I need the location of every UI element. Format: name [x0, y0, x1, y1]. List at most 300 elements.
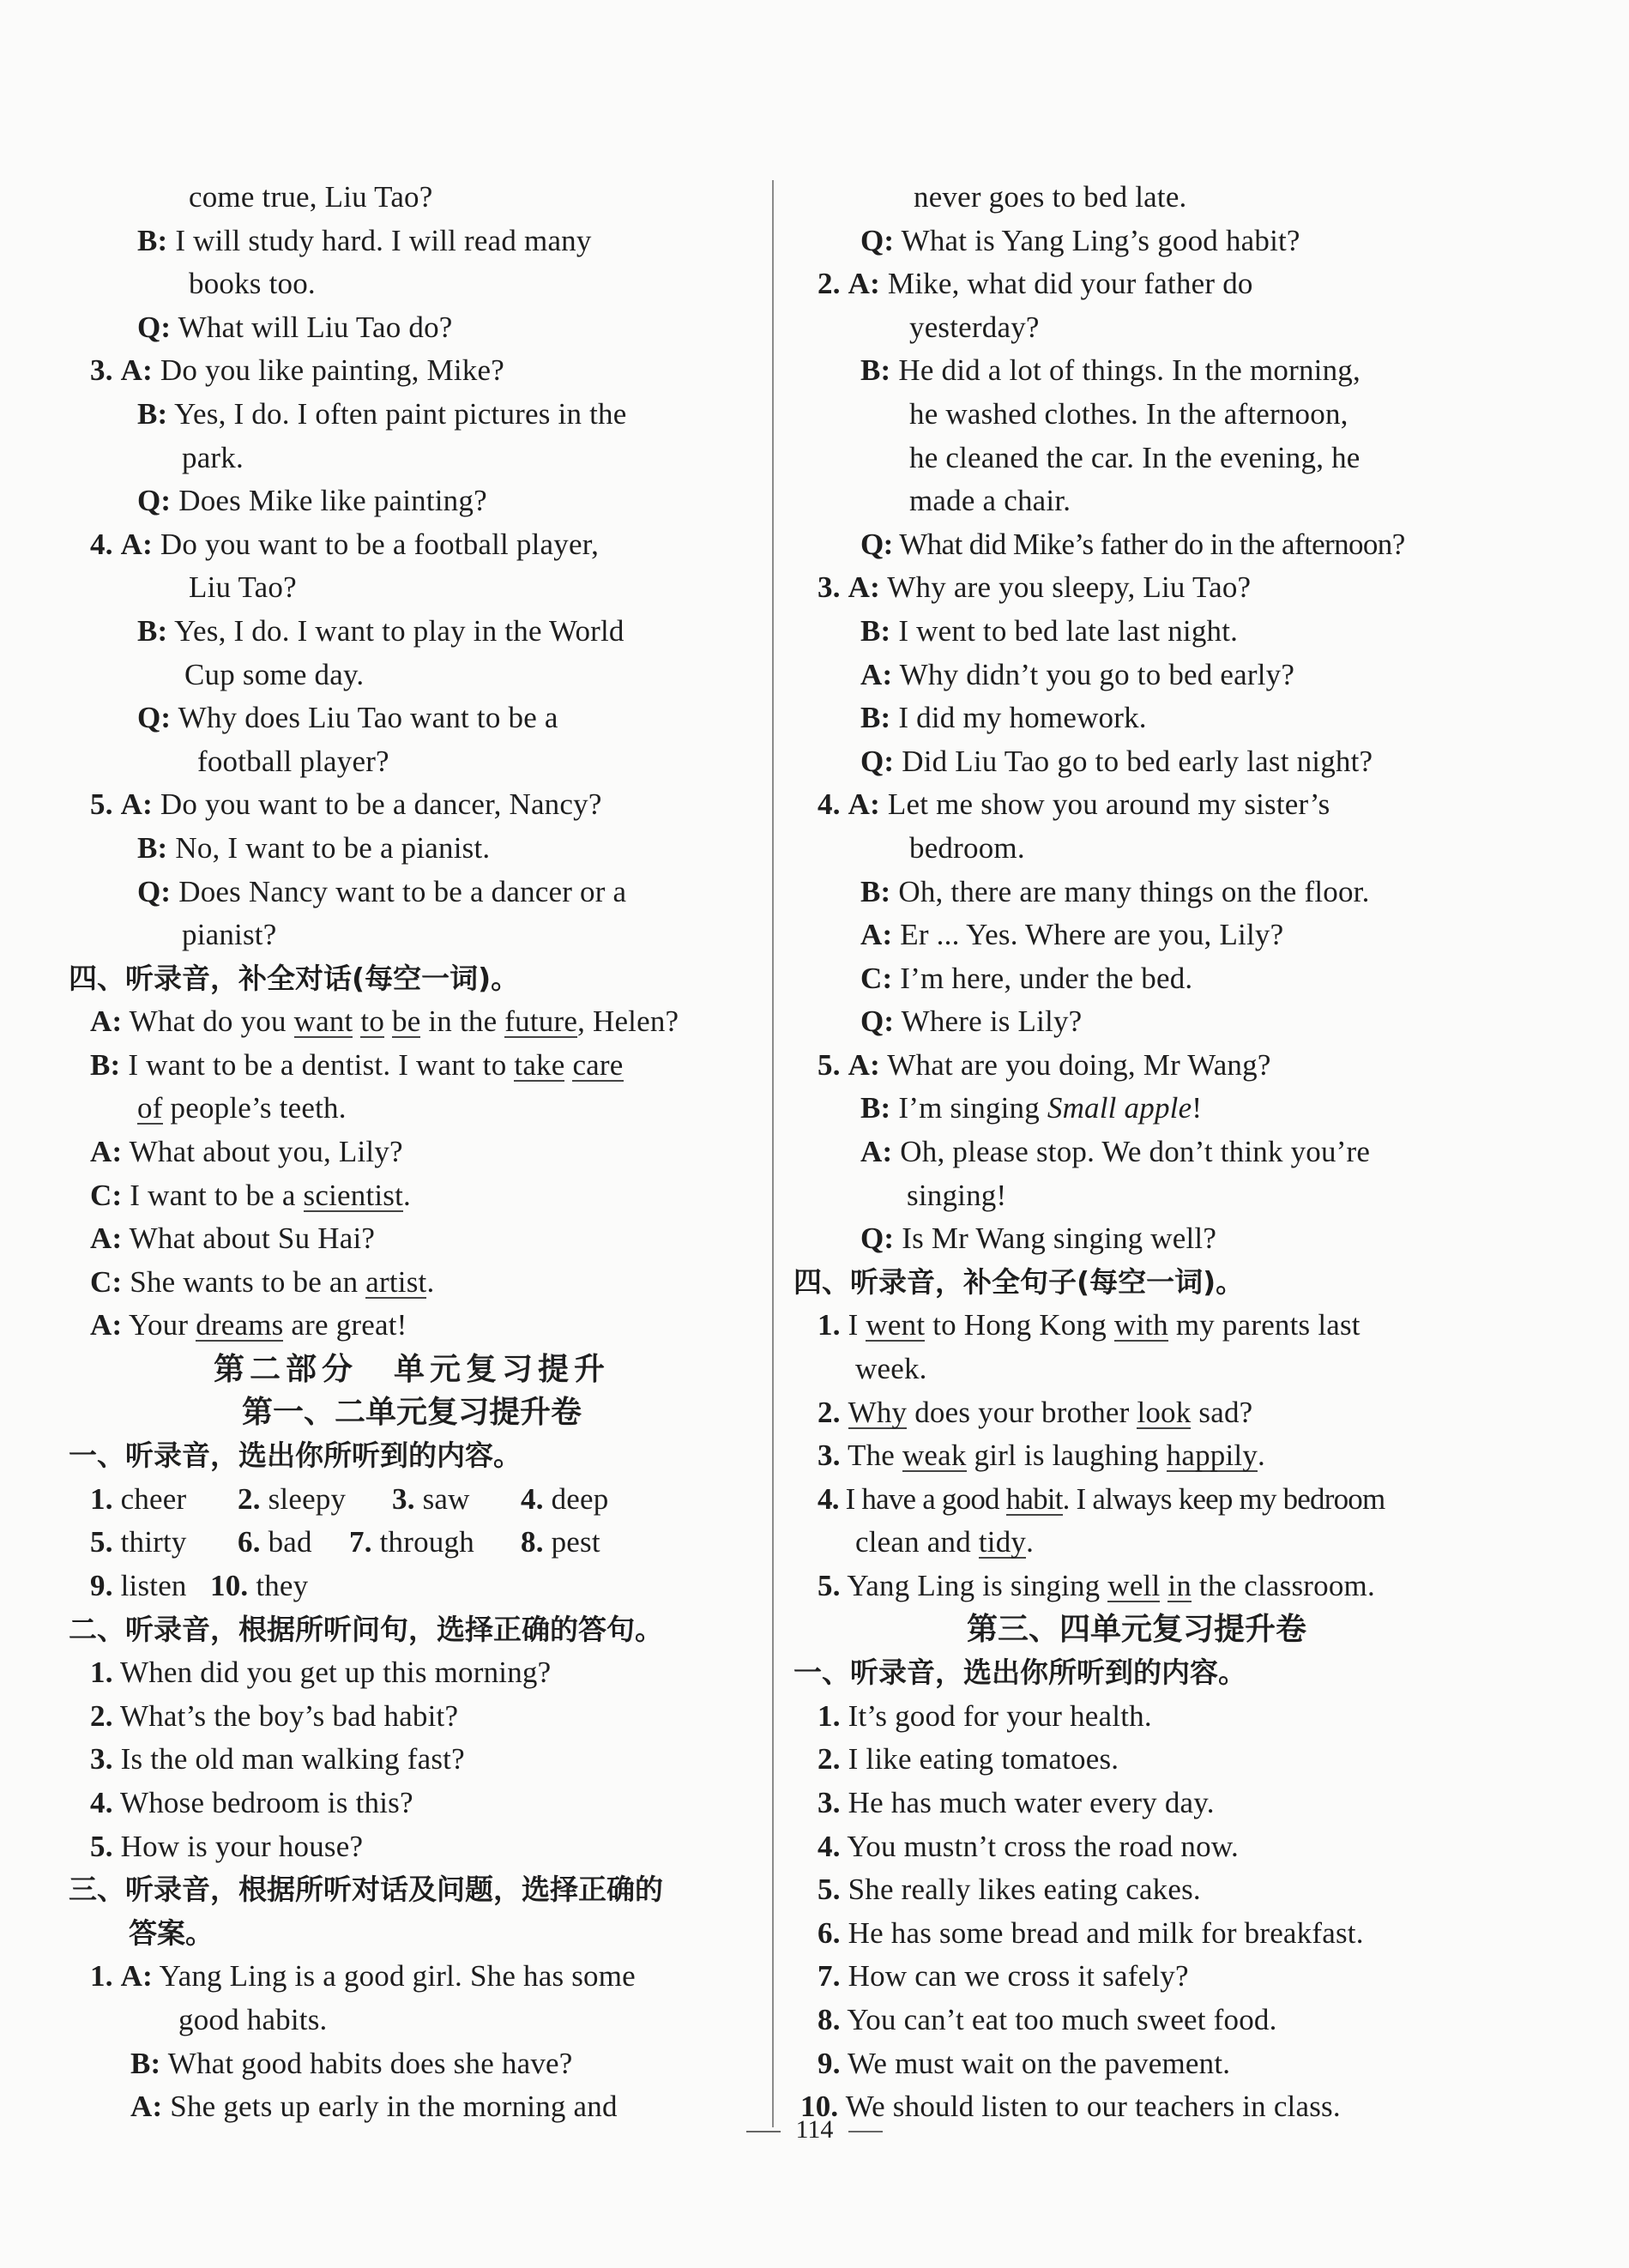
column-divider: [772, 180, 774, 2127]
text-line: [69, 1087, 755, 1131]
dialog-line: [793, 1087, 1480, 1131]
text-segment: Do you want to be a dancer, Nancy?: [160, 787, 602, 822]
speaker-label: A:: [860, 918, 893, 952]
text-segment: You can’t eat too much sweet food.: [847, 2002, 1277, 2036]
speaker-label: A:: [120, 787, 153, 822]
text-segment: You mustn’t cross the road now.: [847, 1829, 1239, 1863]
text-segment: Yes, I do. I want to play in the World: [174, 613, 624, 648]
text-segment: never goes to bed late.: [914, 180, 1187, 214]
item-number: 4.: [90, 527, 113, 561]
item-number: 4.: [521, 1481, 544, 1516]
item-number: 10.: [800, 2090, 839, 2124]
speaker-label: Q:: [860, 223, 895, 257]
text-segment: [392, 1478, 521, 1522]
dialog-line: [69, 1217, 755, 1261]
dialog-line: [69, 610, 755, 654]
item-number: 2.: [818, 1742, 841, 1776]
text-segment: What will Liu Tao do?: [178, 310, 453, 344]
text-segment: park.: [182, 440, 244, 474]
dialog-line: [69, 827, 755, 871]
text-segment: good habits.: [178, 2002, 328, 2036]
text-segment: We should listen to our teachers in class.: [845, 2090, 1341, 2124]
list-item: [793, 1695, 1480, 1739]
text-segment: She wants to be an: [130, 1264, 366, 1299]
text-segment: are great!: [283, 1308, 407, 1342]
dialog-line: [69, 1131, 755, 1174]
speaker-label: A:: [90, 1221, 123, 1256]
section-heading: 一、听录音，选出你所听到的内容。: [69, 1439, 522, 1473]
word-row: [69, 1521, 755, 1565]
text-segment: to Hong Kong: [925, 1308, 1114, 1342]
text-segment: does your brother: [907, 1395, 1137, 1429]
text-segment: No, I want to be a pianist.: [175, 830, 491, 865]
speaker-label: A:: [120, 353, 153, 388]
question-line: [793, 1217, 1480, 1261]
speaker-label: B:: [90, 1047, 121, 1082]
list-item: [793, 1912, 1480, 1956]
dialog-line: [69, 783, 755, 827]
dialog-line: [69, 220, 755, 263]
page-number: 114: [795, 2115, 834, 2144]
text-segment: pest: [551, 1525, 600, 1559]
section-heading: 四、听录音，补全句子(每空一词)。: [793, 1264, 1245, 1299]
section-heading: 四、听录音，补全对话(每空一词)。: [69, 961, 520, 995]
dialog-line: [793, 654, 1480, 697]
dialog-line: [69, 1000, 755, 1044]
speaker-label: Q:: [137, 701, 172, 735]
text-segment: people’s teeth.: [162, 1091, 347, 1125]
answer-blank: went: [866, 1308, 926, 1342]
speaker-label: B:: [130, 2046, 161, 2080]
speaker-label: C:: [90, 1178, 123, 1212]
answer-blank: well: [1107, 1569, 1161, 1602]
text-segment: How can we cross it safely?: [848, 1959, 1189, 1994]
footer-dash: [746, 2131, 781, 2132]
text-segment: What do you: [129, 1004, 294, 1039]
speaker-label: B:: [137, 396, 168, 431]
answer-blank: scientist: [303, 1178, 404, 1212]
text-line: [793, 306, 1480, 350]
text-segment: Why are you sleepy, Liu Tao?: [887, 570, 1252, 605]
text-segment: Is Mr Wang singing well?: [902, 1221, 1217, 1256]
speaker-label: B:: [860, 613, 891, 648]
text-segment: I like eating tomatoes.: [848, 1742, 1119, 1776]
text-segment: [210, 1565, 308, 1608]
dialog-line: [69, 1044, 755, 1088]
left-column: [69, 176, 755, 2129]
text-segment: Let me show you around my sister’s: [887, 787, 1330, 822]
text-segment: Oh, please stop. We don’t think you’re: [900, 1135, 1371, 1169]
song-title: Small apple: [1047, 1091, 1192, 1125]
item-number: 9.: [818, 2046, 841, 2080]
speaker-label: A:: [90, 1004, 123, 1039]
answer-blank: habit: [1005, 1481, 1063, 1516]
text-segment: Yang Ling is a good girl. She has some: [159, 1959, 636, 1994]
item-number: 7.: [818, 1959, 841, 1994]
question-line: [69, 697, 755, 740]
question-line: [793, 220, 1480, 263]
speaker-label: B:: [137, 223, 168, 257]
text-segment: What about Su Hai?: [129, 1221, 376, 1256]
page-footer: [0, 2115, 1629, 2144]
text-segment: pianist?: [182, 918, 277, 952]
text-segment: Oh, there are many things on the floor.: [898, 874, 1370, 908]
text-line: [793, 480, 1480, 523]
text-segment: .: [1258, 1439, 1265, 1473]
text-segment: It’s good for your health.: [848, 1698, 1152, 1733]
list-item: [69, 1738, 755, 1782]
dialog-line: [793, 957, 1480, 1001]
item-number: 6.: [818, 1915, 841, 1950]
item-number: 1.: [818, 1308, 841, 1342]
text-line: [793, 1174, 1480, 1218]
speaker-label: A:: [860, 657, 893, 691]
list-item: [793, 1738, 1480, 1782]
question-line: [69, 480, 755, 523]
item-number: 5.: [90, 1829, 113, 1863]
dialog-line: [69, 349, 755, 393]
text-segment: Liu Tao?: [189, 570, 297, 605]
speaker-label: C:: [860, 961, 893, 995]
text-segment: What is Yang Ling’s good habit?: [901, 223, 1300, 257]
text-segment: I: [848, 1308, 866, 1342]
text-line: [793, 827, 1480, 871]
item-number: 3.: [818, 1439, 841, 1473]
item-number: 9.: [90, 1569, 113, 1602]
answer-blank: take: [514, 1047, 565, 1082]
text-segment: I will study hard. I will read many: [175, 223, 592, 257]
dialog-line: [69, 1261, 755, 1305]
item-number: 10.: [210, 1569, 249, 1602]
speaker-label: B:: [860, 701, 891, 735]
item-number: 4.: [818, 1481, 839, 1516]
text-segment: [90, 1565, 210, 1608]
text-segment: Did Liu Tao go to bed early last night?: [902, 744, 1373, 778]
text-segment: [90, 1478, 238, 1522]
text-segment: What about you, Lily?: [129, 1135, 403, 1169]
dialog-line: [793, 914, 1480, 957]
speaker-label: Q:: [137, 484, 172, 518]
speaker-label: Q:: [860, 1004, 895, 1039]
text-segment: cheer: [120, 1481, 187, 1516]
text-segment: he cleaned the car. In the evening, he: [909, 440, 1361, 474]
fill-line: [793, 1565, 1480, 1608]
text-segment: come true, Liu Tao?: [189, 180, 433, 214]
answer-blank: of: [137, 1091, 163, 1125]
text-segment: I went to bed late last night.: [898, 613, 1239, 648]
dialog-line: [793, 349, 1480, 393]
list-item: [793, 1782, 1480, 1825]
text-line: [69, 437, 755, 480]
text-segment: clean and: [855, 1525, 979, 1559]
text-segment: he washed clothes. In the afternoon,: [909, 396, 1348, 431]
text-segment: He has some bread and milk for breakfast.: [848, 1915, 1364, 1950]
unit-title: 第三、四单元复习提升卷: [966, 1611, 1306, 1647]
text-line: [793, 1348, 1480, 1391]
answer-blank: with: [1113, 1308, 1168, 1342]
text-segment: sleepy: [268, 1481, 347, 1516]
item-number: 1.: [818, 1698, 841, 1733]
dialog-line: [69, 1174, 755, 1218]
dialog-line: [69, 2042, 755, 2086]
speaker-label: A:: [848, 787, 880, 822]
question-line: [69, 306, 755, 350]
list-item: [69, 1651, 755, 1695]
speaker-label: Q:: [860, 527, 893, 561]
item-number: 2.: [238, 1481, 261, 1516]
right-column: [793, 176, 1480, 2129]
text-segment: Do you like painting, Mike?: [160, 353, 504, 388]
speaker-label: B:: [860, 1091, 891, 1125]
item-number: 3.: [392, 1481, 415, 1516]
text-segment: Do you want to be a football player,: [160, 527, 600, 561]
item-number: 4.: [818, 1829, 841, 1863]
text-segment: Why does Liu Tao want to be a: [178, 701, 558, 735]
text-line: [793, 176, 1480, 220]
item-number: 3.: [90, 1742, 113, 1776]
text-segment: my parents last: [1167, 1308, 1361, 1342]
question-line: [793, 523, 1480, 567]
speaker-label: A:: [120, 1959, 153, 1994]
text-segment: [238, 1521, 349, 1565]
item-number: 5.: [90, 787, 113, 822]
text-segment: .: [426, 1264, 435, 1299]
text-line: [793, 393, 1480, 437]
text-line: [69, 262, 755, 306]
part-title: 第二部分 单元复习提升: [213, 1351, 610, 1388]
speaker-label: Q:: [860, 744, 895, 778]
text-segment: singing!: [907, 1178, 1007, 1212]
item-number: 2.: [818, 267, 841, 301]
speaker-label: A:: [848, 570, 880, 605]
text-segment: made a chair.: [909, 484, 1071, 518]
text-segment: What’s the boy’s bad habit?: [119, 1698, 459, 1733]
dialog-line: [793, 566, 1480, 610]
answer-blank: to: [360, 1004, 385, 1039]
answer-blank: care: [572, 1047, 624, 1082]
speaker-label: A:: [120, 527, 153, 561]
fill-line: [793, 1478, 1480, 1522]
speaker-label: B:: [137, 830, 168, 865]
item-number: 1.: [90, 1481, 113, 1516]
text-segment: girl is laughing: [966, 1439, 1167, 1473]
answer-blank: Why: [848, 1395, 908, 1429]
text-segment: listen: [120, 1569, 187, 1602]
word-row: [69, 1565, 755, 1608]
item-number: 5.: [818, 1569, 841, 1602]
text-segment: What good habits does she have?: [167, 2046, 573, 2080]
text-segment: [90, 1521, 238, 1565]
question-line: [793, 740, 1480, 784]
section-heading: 一、听录音，选出你所听到的内容。: [793, 1656, 1246, 1690]
dialog-line: [793, 262, 1480, 306]
text-segment: bedroom.: [909, 830, 1025, 865]
text-segment: Yang Ling is singing: [847, 1569, 1108, 1602]
speaker-label: B:: [137, 613, 168, 648]
answer-blank: look: [1137, 1395, 1192, 1429]
text-segment: She really likes eating cakes.: [848, 1873, 1201, 1907]
dialog-line: [793, 871, 1480, 914]
item-number: 7.: [349, 1525, 372, 1559]
item-number: 1.: [90, 1959, 113, 1994]
answer-blank: want: [293, 1004, 353, 1039]
item-number: 4.: [90, 1785, 113, 1819]
item-number: 6.: [238, 1525, 261, 1559]
speaker-label: A:: [848, 1047, 880, 1082]
text-line: [793, 1521, 1480, 1565]
speaker-label: Q:: [860, 1221, 895, 1256]
dialog-line: [793, 697, 1480, 740]
dialog-line: [69, 393, 755, 437]
item-number: 5.: [90, 1525, 113, 1559]
dialog-line: [793, 1131, 1480, 1174]
text-segment: , Helen?: [577, 1004, 679, 1039]
dialog-line: [69, 1304, 755, 1348]
text-segment: Where is Lily?: [901, 1004, 1083, 1039]
answer-blank: dreams: [196, 1308, 284, 1342]
text-segment: books too.: [189, 267, 316, 301]
dialog-line: [69, 1955, 755, 1999]
speaker-label: A:: [860, 1135, 893, 1169]
text-segment: Er ... Yes. Where are you, Lily?: [900, 918, 1284, 952]
question-line: [793, 1000, 1480, 1044]
text-segment: She gets up early in the morning and: [170, 2090, 618, 2124]
item-number: 2.: [90, 1698, 113, 1733]
text-line: [69, 654, 755, 697]
text-segment: [238, 1478, 392, 1522]
text-line: [69, 566, 755, 610]
text-segment: I did my homework.: [898, 701, 1147, 735]
speaker-label: A:: [130, 2090, 163, 2124]
text-line: [69, 740, 755, 784]
text-segment: He has much water every day.: [848, 1785, 1215, 1819]
section-heading: 二、听录音，根据所听问句，选择正确的答句。: [69, 1612, 663, 1646]
answer-blank: be: [392, 1004, 421, 1039]
answer-blank: future: [504, 1004, 578, 1039]
text-segment: [521, 1478, 608, 1522]
speaker-label: A:: [90, 1308, 123, 1342]
fill-line: [793, 1391, 1480, 1435]
answer-blank: artist: [365, 1264, 427, 1299]
text-segment: Your: [129, 1308, 196, 1342]
text-segment: I’m here, under the bed.: [900, 961, 1193, 995]
answer-blank: weak: [902, 1439, 967, 1473]
fill-line: [793, 1434, 1480, 1478]
text-segment: yesterday?: [909, 310, 1040, 344]
answer-blank: happily: [1166, 1439, 1258, 1473]
text-segment: We must wait on the pavement.: [847, 2046, 1231, 2080]
text-segment: Mike, what did your father do: [887, 267, 1253, 301]
text-segment: Does Mike like painting?: [178, 484, 487, 518]
text-segment: How is your house?: [120, 1829, 364, 1863]
footer-dash: [848, 2131, 883, 2132]
text-segment: I’m singing: [898, 1091, 1047, 1125]
text-segment: .: [403, 1178, 411, 1212]
list-item: [793, 2042, 1480, 2086]
text-segment: I want to be a dentist. I want to: [128, 1047, 515, 1082]
text-segment: [521, 1521, 600, 1565]
text-segment: . I always keep my bedroom: [1062, 1481, 1385, 1516]
answer-blank: tidy: [978, 1525, 1027, 1559]
text-segment: !: [1192, 1091, 1203, 1125]
question-line: [69, 871, 755, 914]
fill-line: [793, 1304, 1480, 1348]
item-number: 4.: [818, 787, 841, 822]
dialog-line: [69, 523, 755, 567]
text-segment: Does Nancy want to be a dancer or a: [178, 874, 627, 908]
text-segment: When did you get up this morning?: [119, 1656, 552, 1690]
text-line: [69, 176, 755, 220]
text-segment: Yes, I do. I often paint pictures in the: [174, 396, 627, 431]
text-segment: He did a lot of things. In the morning,: [898, 353, 1361, 388]
text-segment: The: [847, 1439, 902, 1473]
text-segment: Cup some day.: [184, 657, 365, 691]
text-segment: thirty: [120, 1525, 187, 1559]
text-segment: .: [1026, 1525, 1035, 1559]
dialog-line: [793, 1044, 1480, 1088]
dialog-line: [793, 610, 1480, 654]
dialog-line: [793, 783, 1480, 827]
text-segment: What did Mike’s father do in the afternoon?: [899, 527, 1405, 561]
text-segment: saw: [422, 1481, 470, 1516]
list-item: [793, 1868, 1480, 1912]
item-number: 3.: [818, 1785, 841, 1819]
item-number: 3.: [818, 570, 841, 605]
text-segment: Whose bedroom is this?: [119, 1785, 413, 1819]
text-segment: I want to be a: [130, 1178, 304, 1212]
text-segment: [349, 1521, 521, 1565]
list-item: [793, 1999, 1480, 2042]
list-item: [69, 1782, 755, 1825]
list-item: [69, 1695, 755, 1739]
text-line: [69, 914, 755, 957]
item-number: 3.: [90, 353, 113, 388]
text-segment: deep: [551, 1481, 609, 1516]
item-number: 5.: [818, 1047, 841, 1082]
text-segment: the classroom.: [1191, 1569, 1375, 1602]
list-item: [793, 1825, 1480, 1869]
text-segment: week.: [855, 1352, 927, 1386]
text-segment: Is the old man walking fast?: [120, 1742, 465, 1776]
item-number: 2.: [818, 1395, 841, 1429]
item-number: 1.: [90, 1656, 113, 1690]
speaker-label: B:: [860, 353, 891, 388]
speaker-label: A:: [90, 1135, 123, 1169]
answer-blank: in: [1167, 1569, 1192, 1602]
text-segment: I have a good: [845, 1481, 1006, 1516]
speaker-label: Q:: [137, 310, 172, 344]
section-heading: 三、听录音，根据所听对话及问题，选择正确的: [69, 1873, 663, 1907]
speaker-label: B:: [860, 874, 891, 908]
list-item: [69, 1825, 755, 1869]
text-segment: sad?: [1191, 1395, 1253, 1429]
word-row: [69, 1478, 755, 1522]
text-segment: bad: [268, 1525, 312, 1559]
text-line: [69, 1999, 755, 2042]
speaker-label: C:: [90, 1264, 123, 1299]
unit-title: 第一、二单元复习提升卷: [241, 1394, 582, 1430]
text-segment: in the: [420, 1004, 505, 1039]
item-number: 8.: [521, 1525, 544, 1559]
text-line: [793, 437, 1480, 480]
list-item: [793, 1955, 1480, 1999]
item-number: 5.: [818, 1873, 841, 1907]
section-heading-cont: 答案。: [129, 1915, 214, 1950]
speaker-label: Q:: [137, 874, 172, 908]
item-number: 8.: [818, 2002, 841, 2036]
text-segment: Why didn’t you go to bed early?: [899, 657, 1295, 691]
text-segment: What are you doing, Mr Wang?: [887, 1047, 1271, 1082]
